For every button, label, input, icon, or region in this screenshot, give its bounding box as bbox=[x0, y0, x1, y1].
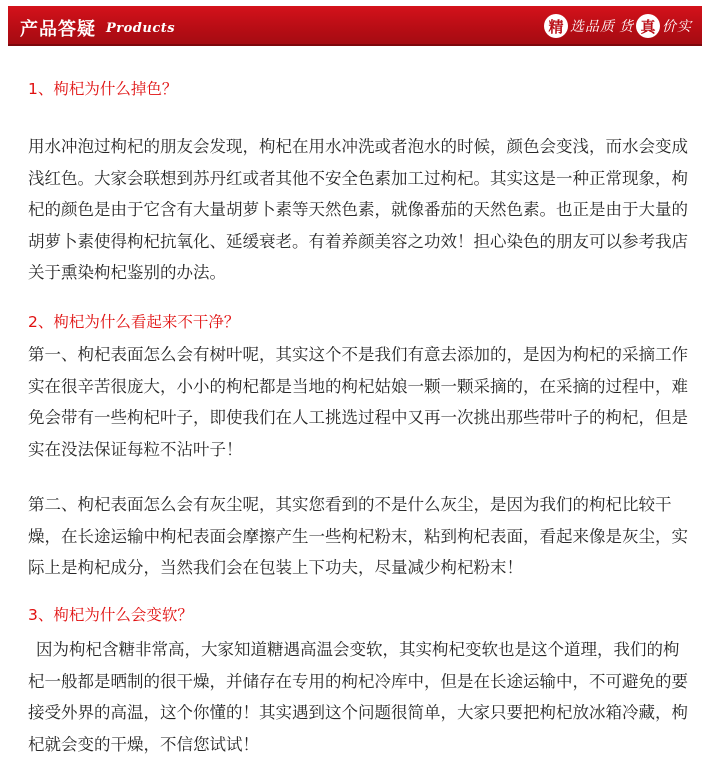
slogan-badge-1: 精 bbox=[544, 14, 568, 38]
header-banner bbox=[8, 6, 702, 46]
slogan-badge-2: 真 bbox=[636, 14, 660, 38]
section-2-paragraph-1: 第一、枸杞表面怎么会有树叶呢，其实这个不是我们有意去添加的，是因为枸杞的采摘工作实在很辛苦很庞大，小小的枸杞都是当地的枸杞姑娘一颗一颗采摘的，在采摘的过程中，难免会带有一些枸杞叶子，即使我们在人工挑选过程中又再一次挑出那些带叶子的枸杞，但是实在没法保证每粒不沾叶子！ bbox=[28, 345, 688, 459]
section-1-paragraph: 用水冲泡过枸杞的朋友会发现，枸杞在用水冲洗或者泡水的时候，颜色会变浅，而水会变成浅红色。大家会联想到苏丹红或者其他不安全色素加工过枸杞。其实这是一种正常现象，枸杞的颜色是由于它含有大量胡萝卜素等天然色素，就像番茄的天然色素。也正是由于大量的胡萝卜素使得枸杞抗氧化、延缓衰老。有着养颜美容之功效！担心染色的朋友可以参考我店关于熏染枸杞鉴别的办法。 bbox=[28, 137, 688, 282]
banner-subtitle: Products bbox=[106, 21, 176, 36]
section-heading-1: 1、枸杞为什么掉色？ bbox=[28, 80, 178, 98]
slogan-text-1: 选品质 bbox=[570, 19, 615, 35]
slogan-text-3: 价实 bbox=[662, 19, 692, 35]
section-3-paragraph: 因为枸杞含糖非常高，大家知道糖遇高温会变软，其实枸杞变软也是这个道理，我们的枸杞一般都是晒制的很干燥，并储存在专用的枸杞冷库中，但是在长途运输中，不可避免的要接受外界的高温，这个你懂的！其实遇到这个问题很简单，大家只要把枸杞放冰箱冷藏，枸杞就会变的干燥，不信您试试！ bbox=[28, 640, 688, 754]
slogan-text-2: 货 bbox=[619, 19, 634, 35]
section-heading-3: 3、枸杞为什么会变软？ bbox=[28, 606, 193, 624]
section-2-paragraph-2: 第二、枸杞表面怎么会有灰尘呢，其实您看到的不是什么灰尘，是因为我们的枸杞比较干燥，在长途运输中枸杞表面会摩擦产生一些枸杞粉末，粘到枸杞表面，看起来像是灰尘，实际上是枸杞成分，当然我们会在包装上下功夫，尽量减少枸杞粉末！ bbox=[28, 495, 688, 577]
slogan bbox=[544, 14, 694, 38]
section-heading-2: 2、枸杞为什么看起来不干净？ bbox=[28, 313, 240, 331]
banner-title: 产品答疑 bbox=[20, 19, 96, 40]
